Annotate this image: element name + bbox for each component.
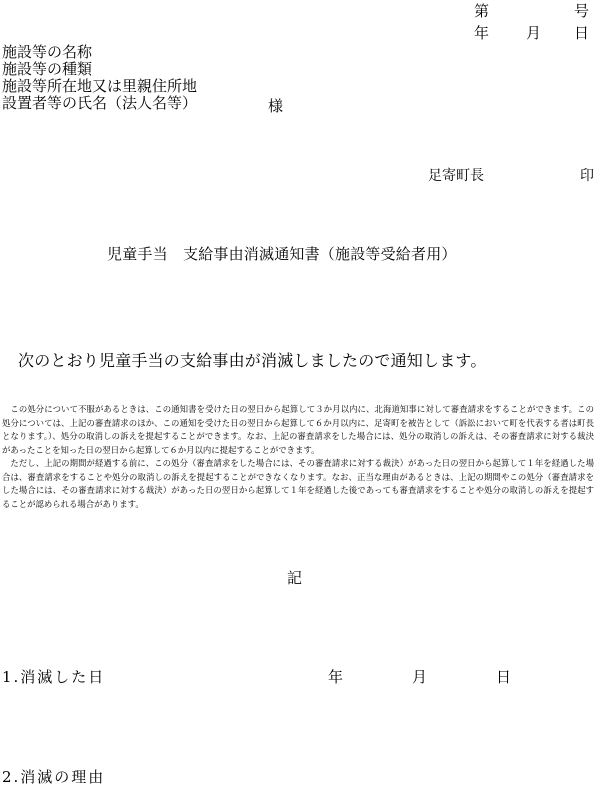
item-1-year-label: 年 [328, 668, 344, 686]
appeal-notice-paragraph-1: この処分について不服があるときは、この通知書を受けた日の翌日から起算して３か月以内に、北海道知事に対して審査請求をすることができます。この処分については、上記の審査請求のほか、この通知を受けた日の翌日から起算して６か月以内に、足寄町を被告として（訴訟において町を代表する者は町長となります。）、処分の取消しの訴えを提起することができます。なお、上記の審査請求をした場合には、処分の取消しの訴えは、その審査請求に対する裁決があったことを知った日の翌日から起算して６か月以内に提起することができます。 [2, 404, 594, 455]
appeal-notice [2, 403, 594, 511]
item-1-day-label: 日 [496, 668, 512, 686]
document-number-suffix: 号 [574, 2, 590, 20]
recipient-facility-name-label: 施設等の名称 [2, 43, 93, 61]
recipient-founder-name-label: 設置者等の氏名（法人名等） [2, 94, 198, 112]
recipient-honorific: 様 [268, 97, 284, 115]
item-1-month-label: 月 [412, 668, 428, 686]
item-1-label: 1.消滅した日 [2, 668, 106, 686]
document-number-prefix: 第 [474, 2, 490, 20]
recipient-address-label: 施設等所在地又は里親住所地 [2, 77, 198, 95]
issue-date-year: 年 [474, 24, 490, 42]
recipient-facility-type-label: 施設等の種類 [2, 60, 93, 78]
lead-sentence: 次のとおり児童手当の支給事由が消滅しましたので通知します。 [18, 351, 487, 370]
item-2-label: 2.消滅の理由 [2, 768, 106, 786]
issuer-name: 足寄町長 [428, 168, 484, 184]
issuer-seal-mark: 印 [580, 168, 594, 184]
ki-heading: 記 [287, 569, 303, 587]
document-title: 児童手当 支給事由消滅通知書（施設等受給者用） [107, 245, 457, 263]
issue-date-month: 月 [526, 24, 542, 42]
appeal-notice-paragraph-2: ただし、上記の期間が経過する前に、この処分（審査請求をした場合には、その審査請求に対する裁決）があった日の翌日から起算して１年を経過した場合は、審査請求をすることや処分の取消しの訴えを提起することができなくなります。なお、正当な理由があるときは、上記の期間やこの処分（審査請求をした場合には、その審査請求に対する裁決）があった日の翌日から起算して１年を経過した後であっても審査請求をすることや処分の取消しの訴えを提起することが認められる場合があります。 [2, 458, 594, 509]
issue-date-day: 日 [574, 24, 590, 42]
